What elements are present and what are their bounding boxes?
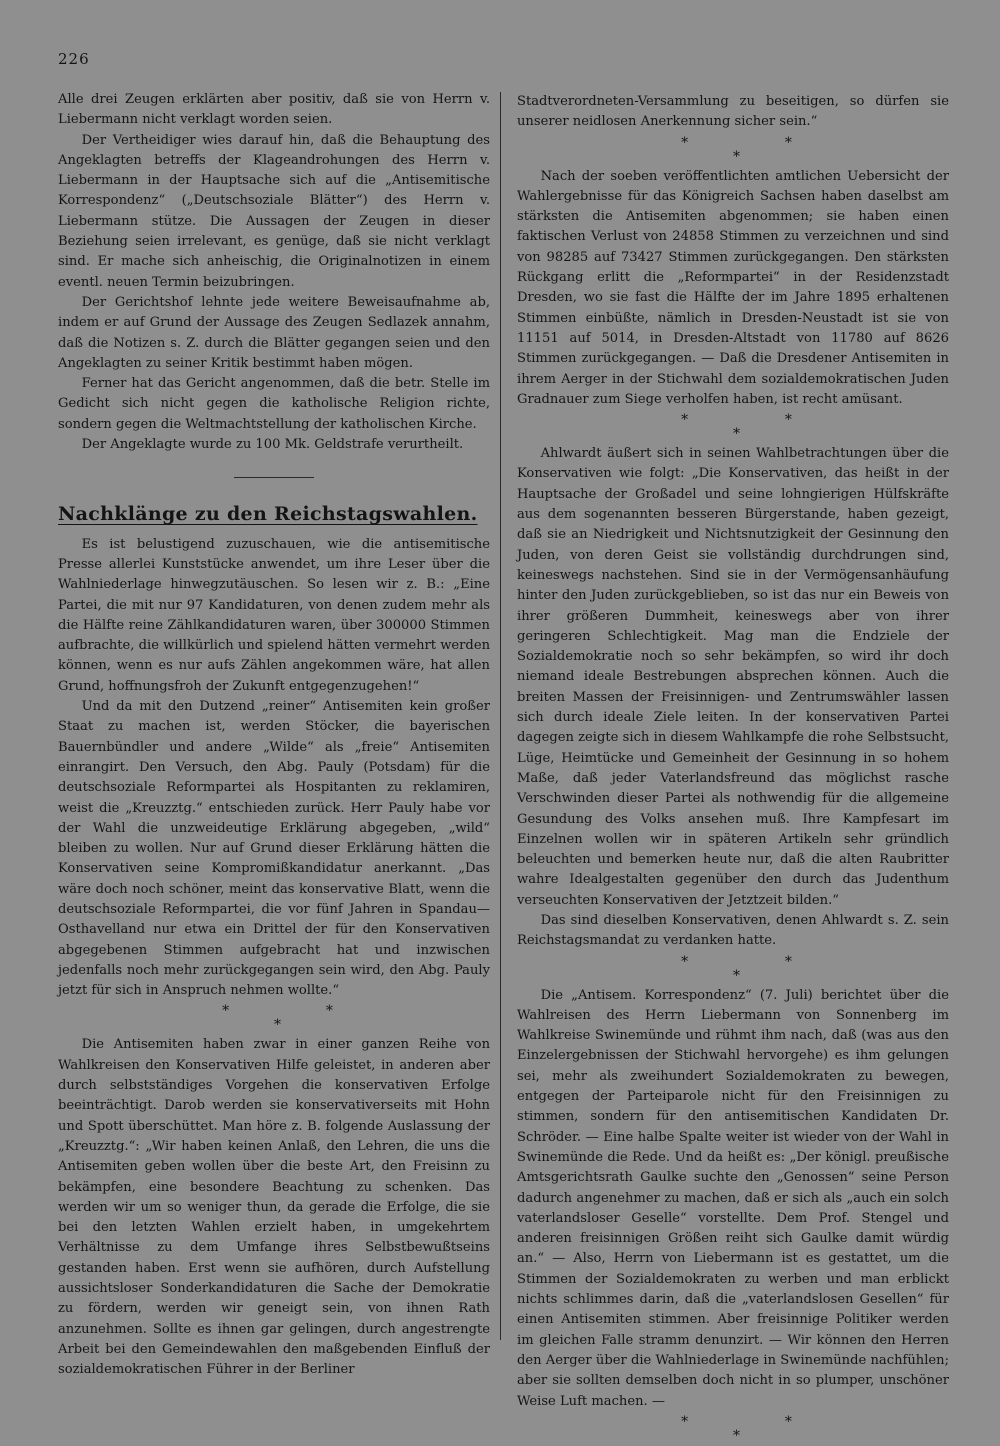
right-column — [517, 92, 949, 1446]
paragraph: Ahlwardt äußert sich in seinen Wahlbetrachtungen über die Konservativen wie folgt: „Die Konservativen, das heißt in der Hauptsache der Großadel und seine lohngierigen Hülfskräfte aus dem sogenannten besseren Bürgerstande, haben gezeigt, daß sie an Niedrigkeit und Nichtsnutzigkeit der Gesinnung den Juden, von deren Geist sie vollständig durchdrungen sind, keineswegs nachstehen. Sind sie in der Vermögensanhäufung hinter den Juden zurückgeblieben, so ist das nur ein Beweis von ihrer größeren Dummheit, keineswegs aber von ihrer geringeren Schlechtigkeit. Mag man die Endziele der Sozialdemokratie noch so sehr bekämpfen, so wird ihr doch niemand ideale Bestrebungen absprechen können. Auch die breiten Massen der Freisinnigen- und Zentrumswähler lassen sich durch ideale Ziele leiten. In der konservativen Partei dagegen zeigte sich in diesem Wahlkampfe die rohe Selbstsucht, Lüge, Heimtücke und Gemeinheit der Gesinnung in so hohem Maße, daß jeder Vaterlandsfreund das möglichst rasche Verschwinden dieser Partei als nothwendig für die allgemeine Gesundung des Volks ansehen muß. Ihre Kampfesart im Einzelnen wollen wir in späteren Artikeln sehr gründlich beleuchten und bemerken heute nur, daß die alten Raubritter wahre Idealgestalten gegenüber den durch das Judenthum verseuchten Konservativen der Jetztzeit bilden.“ — [517, 446, 949, 908]
page-number: 226 — [58, 50, 90, 68]
asterism-divider — [58, 1001, 490, 1035]
asterism-divider — [517, 952, 949, 986]
paragraph: Der Angeklagte wurde zu 100 Mk. Geldstrafe verurtheilt. — [81, 437, 464, 453]
asterism-divider — [517, 1412, 949, 1446]
star-glyph: * — [681, 1413, 689, 1430]
star-glyph: * — [222, 1003, 230, 1020]
star-glyph: * — [733, 967, 740, 984]
star-glyph: * — [733, 1427, 740, 1444]
star-glyph: * — [784, 953, 792, 970]
star-glyph: * — [784, 134, 792, 151]
article-heading: Nachklänge zu den Reichstagswahlen. — [58, 503, 478, 526]
paragraph: Nach der soeben veröffentlichten amtlichen Uebersicht der Wahlergebnisse für das Königreich Sachsen haben daselbst am stärksten die Antisemiten abgenommen; sie haben einen faktischen Verlust von 24858 Stimmen zu verzeichnen und sind von 98285 auf 73427 Stimmen zurückgegangen. Den stärksten Rückgang erlitt die „Reformpartei“ in der Residenzstadt Dresden, wo sie fast die Hälfte der im Jahre 1895 erhaltenen Stimmen einbüßte, nämlich in Dresden-Neustadt ist sie von 11151 auf 5014, in Dresden-Altstadt von 11780 auf 8626 Stimmen zurückgegangen. — Daß die Dresdener Antisemiten in ihrem Aerger in der Stichwahl dem sozialdemokratischen Juden Gradnauer zum Siege verholfen haben, ist recht amüsant. — [517, 168, 949, 407]
paragraph: Es ist belustigend zuzuschauen, wie die antisemitische Presse allerlei Kunststücke anwendet, um ihre Leser über die Wahlniederlage hinwegzutäuschen. So lesen wir z. B.: „Eine Partei, die mit nur 97 Kandidaturen, von denen zudem mehr als die Hälfte reine Zählkandidaturen waren, über 300000 Stimmen aufbrachte, die willkürlich und spielend hätten vermehrt werden können, wenn es nur aufs Zählen angekommen wäre, hat allen Grund, hoffnungsfroh der Zukunft entgegenzugehen!“ — [58, 536, 490, 694]
paragraph: Die „Antisem. Korrespondenz“ (7. Juli) berichtet über die Wahlreisen des Herrn Liebermann von Sonnenberg im Wahlkreise Swinemünde und rühmt ihm nach, daß (was aus den Einzelergebnissen der Stichwahl hervorgehe) es ihm gelungen sei, mehr als zweihundert Sozialdemokraten zu bewegen, entgegen der Parteiparole nicht für den Freisinnigen zu stimmen, sondern für den antisemitischen Kandidaten Dr. Schröder. — Eine halbe Spalte weiter ist wieder von der Wahl in Swinemünde die Rede. Und da heißt es: „Der königl. preußische Amtsgerichtsrath Gaulke suchte den „Genossen“ seine Person dadurch angenehmer zu machen, daß er sich als „auch ein solch vaterlandsloser Geselle“ vorstellte. Dem Prof. Stengel und anderen freisinnigen Größen reiht sich Gaulke damit würdig an.“ — Also, Herrn von Liebermann ist es gestattet, um die Stimmen der Sozialdemokraten zu werben und man erblickt nichts schlimmes darin, daß die „vaterlandslosen Gesellen“ für einen Antisemiten stimmen. Aber freisinnige Politiker werden im gleichen Falle stramm denunzirt. — Wir können den Herren den Aerger über die Wahlniederlage in Swinemünde nachfühlen; aber sie sollten demselben doch nicht in so plumper, unschöner Weise Luft machen. — — [517, 987, 949, 1409]
asterism-divider — [517, 133, 949, 167]
star-glyph: * — [784, 412, 792, 429]
star-glyph: * — [325, 1003, 333, 1020]
section-separator — [234, 477, 314, 478]
paragraph: Der Vertheidiger wies darauf hin, daß die Behauptung des Angeklagten betreffs der Klageandrohungen des Herrn v. Liebermann in der Hauptsache sich auf die „Antisemitische Korrespondenz“ („Deutschsoziale Blätter“) des Herrn v. Liebermann stütze. Die Aussagen der Zeugen in dieser Beziehung seien irrelevant, es genüge, daß sie nicht verklagt sind. Er mache sich anheischig, die Originalnotizen in einem eventl. neuen Termin beizubringen. — [58, 132, 490, 290]
star-glyph: * — [681, 412, 689, 429]
paragraph: Stadtverordneten-Versammlung zu beseitigen, so dürfen sie unserer neidlosen Anerkennung sicher sein.“ — [517, 94, 949, 130]
star-glyph: * — [274, 1017, 281, 1034]
paragraph: Das sind dieselben Konservativen, denen Ahlwardt s. Z. sein Reichstagsmandat zu verdanken hatte. — [517, 912, 949, 949]
paragraph: Alle drei Zeugen erklärten aber positiv, daß sie von Herrn v. Liebermann nicht verklagt worden seien. — [58, 92, 490, 128]
asterism-divider — [517, 410, 949, 444]
star-glyph: * — [733, 148, 740, 165]
paragraph: Der Gerichtshof lehnte jede weitere Beweisaufnahme ab, indem er auf Grund der Aussage des Zeugen Sedlazek annahm, daß die Notizen s. Z. durch die Blätter gegangen seien und den Angeklagten zu seiner Kritik bestimmt haben mögen. — [58, 294, 490, 371]
left-column — [58, 90, 490, 1381]
paragraph: Und da mit den Dutzend „reiner“ Antisemiten kein großer Staat zu machen ist, werden Stöcker, die bayerischen Bauernbündler und andere „Wilde“ als „freie“ Antisemiten einrangirt. Den Versuch, den Abg. Pauly (Potsdam) für die deutschsoziale Reformpartei als Hospitanten zu reklamiren, weist die „Kreuzztg.“ entschieden zurück. Herr Pauly habe vor der Wahl die unzweideutige Erklärung abgegeben, „wild“ bleiben zu wollen. Nur auf Grund dieser Erklärung hätten die Konservativen seine Kompromißkandidatur anerkannt. „Das wäre doch noch schöner, meint das konservative Blatt, wenn die deutschsoziale Reformpartei, die vor fünf Jahren in Spandau—Osthavelland nur etwa ein Drittel der für den Konservativen abgegebenen Stimmen aufgebracht hat und inzwischen jedenfalls noch mehr zurückgegangen sein wird, den Abg. Pauly jetzt für sich in Anspruch nehmen wollte.“ — [58, 699, 490, 999]
star-glyph: * — [733, 426, 740, 443]
star-glyph: * — [681, 134, 689, 151]
paragraph: Die Antisemiten haben zwar in einer ganzen Reihe von Wahlkreisen den Konservativen Hilfe geleistet, in anderen aber durch selbstständiges Vorgehen die konservativen Erfolge beeinträchtigt. Darob werden sie konservativerseits mit Hohn und Spott überschüttet. Man höre z. B. folgende Auslassung der „Kreuzztg.“: „Wir haben keinen Anlaß, den Lehren, die uns die Antisemiten geben wollen über die beste Art, den Freisinn zu bekämpfen, eine besondere Beachtung zu schenken. Das werden wir um so weniger thun, da gerade die Erfolge, die sie bei den letzten Wahlen erzielt haben, in umgekehrtem Verhältnisse zu dem Umfange ihres Selbstbewußtseins gestanden haben. Erst wenn sie aufhören, durch Aufstellung aussichtsloser Sonderkandidaturen die Sache der Demokratie zu fördern, werden wir geneigt sein, von ihnen Rath anzunehmen. Sollte es ihnen gar gelingen, durch angestrengte Arbeit bei den Gemeindewahlen den maßgebenden Einfluß der sozialdemokratischen Führer in der Berliner — [58, 1037, 490, 1378]
star-glyph: * — [784, 1413, 792, 1430]
paragraph: Ferner hat das Gericht angenommen, daß die betr. Stelle im Gedicht sich nicht gegen die katholische Religion richte, sondern gegen die Weltmachtstellung der katholischen Kirche. — [58, 376, 490, 432]
column-rule — [500, 92, 501, 1340]
star-glyph: * — [681, 953, 689, 970]
